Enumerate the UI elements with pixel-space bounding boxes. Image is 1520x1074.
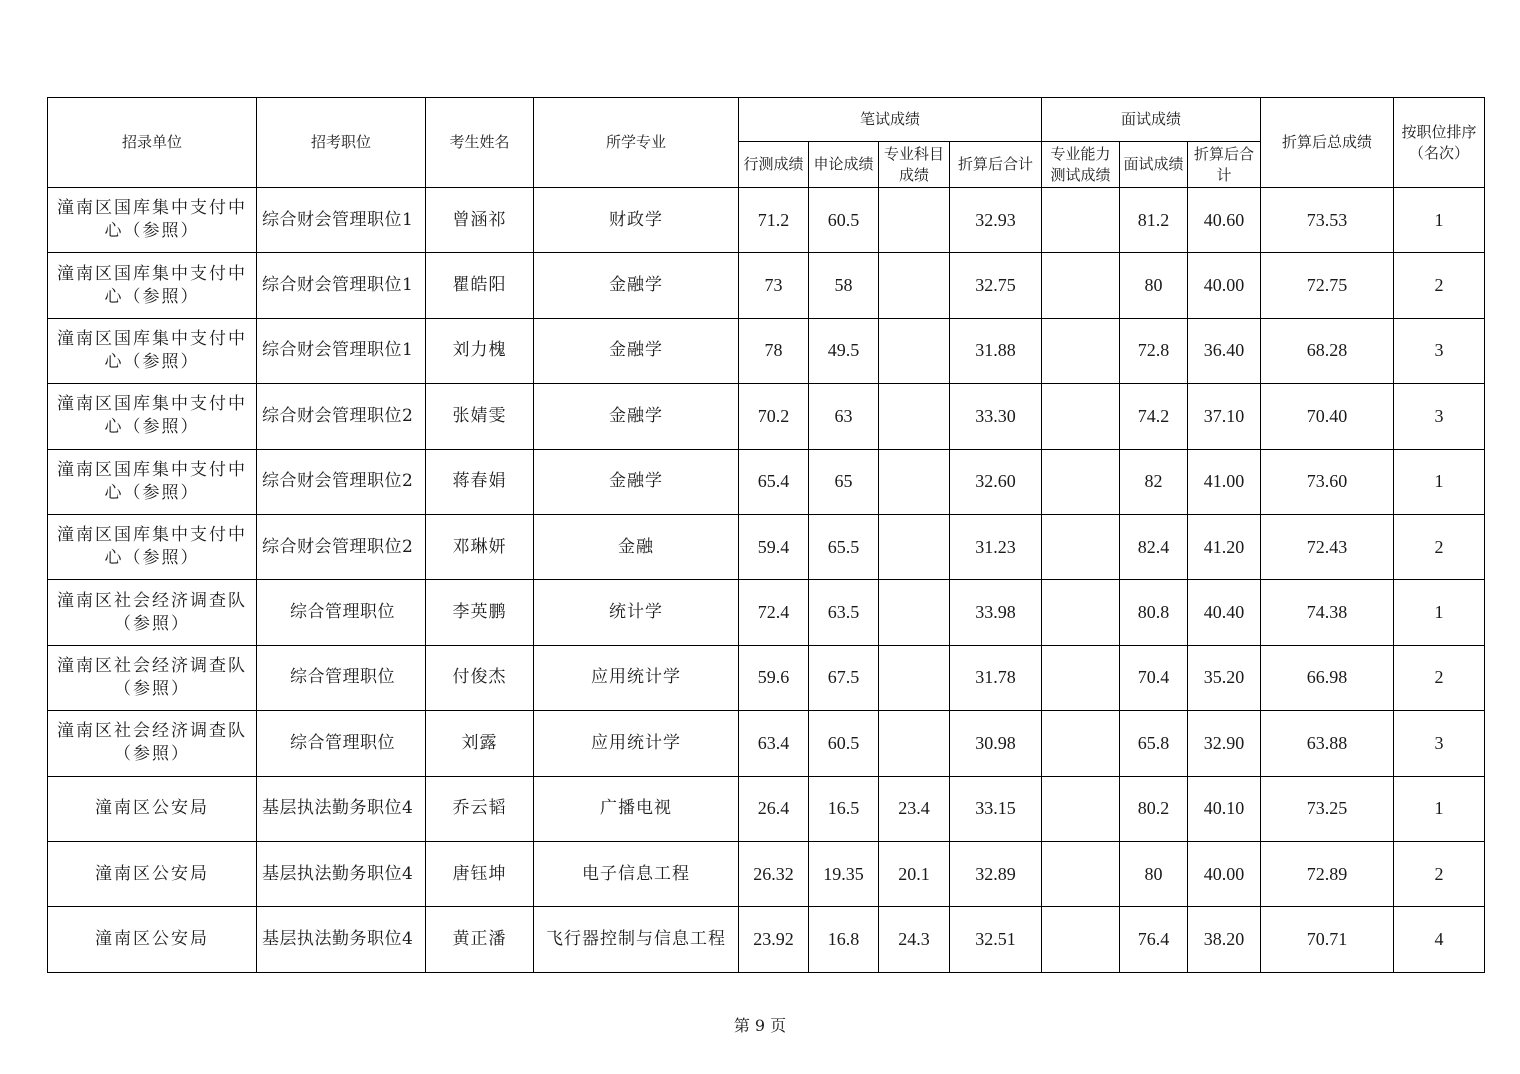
table-row [48,907,1485,972]
shenlun-cell: 65 [809,449,879,514]
table-row [48,711,1485,776]
name-cell: 张婧雯 [426,384,534,449]
major-cell: 统计学 [534,580,739,645]
header-written-group: 笔试成绩 [739,98,1042,142]
name-cell: 曾涵祁 [426,188,534,253]
interview-sum-cell: 32.90 [1188,711,1261,776]
total-cell: 73.53 [1261,188,1394,253]
ability-test-cell [1042,907,1120,972]
header-shenlun: 申论成绩 [809,142,879,188]
total-cell: 66.98 [1261,645,1394,710]
major-cell: 应用统计学 [534,711,739,776]
xingce-cell: 26.4 [739,776,809,841]
xingce-cell: 23.92 [739,907,809,972]
header-ability-test: 专业能力测试成绩 [1042,142,1120,188]
rank-cell: 3 [1394,318,1485,383]
interview-sum-cell: 40.00 [1188,841,1261,906]
position-cell: 综合财会管理职位2 [257,384,426,449]
major-cell: 金融学 [534,253,739,318]
interview-score-cell: 80.8 [1120,580,1188,645]
major-cell: 广播电视 [534,776,739,841]
unit-cell: 潼南区公安局 [48,841,257,906]
position-cell: 基层执法勤务职位4 [257,907,426,972]
shenlun-cell: 58 [809,253,879,318]
rank-cell: 2 [1394,514,1485,579]
written-sum-cell: 32.51 [950,907,1042,972]
interview-score-cell: 74.2 [1120,384,1188,449]
unit-cell: 潼南区国库集中支付中心（参照） [48,384,257,449]
name-cell: 付俊杰 [426,645,534,710]
xingce-cell: 63.4 [739,711,809,776]
score-table [47,97,1485,973]
position-cell: 综合财会管理职位2 [257,449,426,514]
xingce-cell: 65.4 [739,449,809,514]
header-position: 招考职位 [257,98,426,188]
interview-sum-cell: 40.00 [1188,253,1261,318]
ability-test-cell [1042,841,1120,906]
written-sum-cell: 30.98 [950,711,1042,776]
rank-cell: 1 [1394,449,1485,514]
shenlun-cell: 67.5 [809,645,879,710]
xingce-cell: 72.4 [739,580,809,645]
professional-cell [879,253,950,318]
rank-cell: 2 [1394,841,1485,906]
interview-score-cell: 80 [1120,841,1188,906]
table-row [48,580,1485,645]
header-written-sum: 折算后合计 [950,142,1042,188]
position-cell: 综合财会管理职位1 [257,318,426,383]
position-cell: 基层执法勤务职位4 [257,776,426,841]
interview-score-cell: 81.2 [1120,188,1188,253]
name-cell: 黄正潘 [426,907,534,972]
written-sum-cell: 33.30 [950,384,1042,449]
table-body [48,188,1485,973]
position-cell: 综合管理职位 [257,645,426,710]
professional-cell: 20.1 [879,841,950,906]
ability-test-cell [1042,580,1120,645]
professional-cell [879,711,950,776]
rank-cell: 4 [1394,907,1485,972]
name-cell: 邓琳妍 [426,514,534,579]
rank-cell: 1 [1394,580,1485,645]
shenlun-cell: 19.35 [809,841,879,906]
table-row [48,384,1485,449]
written-sum-cell: 32.89 [950,841,1042,906]
total-cell: 63.88 [1261,711,1394,776]
header-name: 考生姓名 [426,98,534,188]
table-row [48,449,1485,514]
total-cell: 70.40 [1261,384,1394,449]
name-cell: 刘露 [426,711,534,776]
table-row [48,318,1485,383]
interview-sum-cell: 41.20 [1188,514,1261,579]
position-cell: 综合财会管理职位1 [257,253,426,318]
page-number: 第 9 页 [733,1016,787,1035]
rank-cell: 2 [1394,253,1485,318]
xingce-cell: 59.4 [739,514,809,579]
unit-cell: 潼南区公安局 [48,907,257,972]
ability-test-cell [1042,514,1120,579]
interview-sum-cell: 40.40 [1188,580,1261,645]
unit-cell: 潼南区社会经济调查队（参照） [48,711,257,776]
written-sum-cell: 32.75 [950,253,1042,318]
ability-test-cell [1042,776,1120,841]
written-sum-cell: 32.60 [950,449,1042,514]
name-cell: 李英鹏 [426,580,534,645]
shenlun-cell: 60.5 [809,188,879,253]
header-professional: 专业科目成绩 [879,142,950,188]
rank-cell: 2 [1394,645,1485,710]
header-unit: 招录单位 [48,98,257,188]
total-cell: 74.38 [1261,580,1394,645]
interview-sum-cell: 40.10 [1188,776,1261,841]
professional-cell [879,449,950,514]
interview-sum-cell: 41.00 [1188,449,1261,514]
rank-cell: 1 [1394,188,1485,253]
name-cell: 唐钰坤 [426,841,534,906]
ability-test-cell [1042,384,1120,449]
interview-score-cell: 80 [1120,253,1188,318]
rank-cell: 3 [1394,384,1485,449]
interview-sum-cell: 38.20 [1188,907,1261,972]
unit-cell: 潼南区国库集中支付中心（参照） [48,253,257,318]
table-row [48,253,1485,318]
major-cell: 金融学 [534,449,739,514]
written-sum-cell: 31.88 [950,318,1042,383]
xingce-cell: 71.2 [739,188,809,253]
header-interview-group: 面试成绩 [1042,98,1261,142]
interview-score-cell: 80.2 [1120,776,1188,841]
header-major: 所学专业 [534,98,739,188]
ability-test-cell [1042,645,1120,710]
name-cell: 刘力槐 [426,318,534,383]
ability-test-cell [1042,711,1120,776]
shenlun-cell: 16.8 [809,907,879,972]
position-cell: 综合管理职位 [257,711,426,776]
major-cell: 金融学 [534,384,739,449]
professional-cell [879,188,950,253]
written-sum-cell: 32.93 [950,188,1042,253]
interview-sum-cell: 37.10 [1188,384,1261,449]
professional-cell [879,384,950,449]
professional-cell: 24.3 [879,907,950,972]
position-cell: 综合财会管理职位1 [257,188,426,253]
major-cell: 应用统计学 [534,645,739,710]
interview-score-cell: 76.4 [1120,907,1188,972]
shenlun-cell: 65.5 [809,514,879,579]
major-cell: 财政学 [534,188,739,253]
major-cell: 电子信息工程 [534,841,739,906]
ability-test-cell [1042,253,1120,318]
ability-test-cell [1042,318,1120,383]
unit-cell: 潼南区公安局 [48,776,257,841]
total-cell: 72.89 [1261,841,1394,906]
unit-cell: 潼南区国库集中支付中心（参照） [48,449,257,514]
header-interview-score: 面试成绩 [1120,142,1188,188]
shenlun-cell: 60.5 [809,711,879,776]
shenlun-cell: 63 [809,384,879,449]
interview-score-cell: 65.8 [1120,711,1188,776]
header-interview-sum: 折算后合计 [1188,142,1261,188]
position-cell: 综合财会管理职位2 [257,514,426,579]
total-cell: 70.71 [1261,907,1394,972]
total-cell: 73.60 [1261,449,1394,514]
professional-cell [879,580,950,645]
xingce-cell: 70.2 [739,384,809,449]
interview-score-cell: 82 [1120,449,1188,514]
written-sum-cell: 33.15 [950,776,1042,841]
table-row [48,514,1485,579]
professional-cell [879,514,950,579]
major-cell: 金融 [534,514,739,579]
xingce-cell: 26.32 [739,841,809,906]
header-total: 折算后总成绩 [1261,98,1394,188]
unit-cell: 潼南区国库集中支付中心（参照） [48,318,257,383]
major-cell: 飞行器控制与信息工程 [534,907,739,972]
shenlun-cell: 63.5 [809,580,879,645]
rank-cell: 3 [1394,711,1485,776]
total-cell: 72.75 [1261,253,1394,318]
xingce-cell: 59.6 [739,645,809,710]
total-cell: 73.25 [1261,776,1394,841]
name-cell: 乔云韬 [426,776,534,841]
rank-cell: 1 [1394,776,1485,841]
professional-cell [879,645,950,710]
xingce-cell: 78 [739,318,809,383]
header-row-top [48,98,1485,142]
position-cell: 基层执法勤务职位4 [257,841,426,906]
major-cell: 金融学 [534,318,739,383]
shenlun-cell: 49.5 [809,318,879,383]
table-row [48,776,1485,841]
unit-cell: 潼南区社会经济调查队（参照） [48,580,257,645]
unit-cell: 潼南区国库集中支付中心（参照） [48,514,257,579]
ability-test-cell [1042,188,1120,253]
professional-cell [879,318,950,383]
written-sum-cell: 31.23 [950,514,1042,579]
written-sum-cell: 33.98 [950,580,1042,645]
table-row [48,841,1485,906]
interview-score-cell: 70.4 [1120,645,1188,710]
unit-cell: 潼南区社会经济调查队（参照） [48,645,257,710]
position-cell: 综合管理职位 [257,580,426,645]
header-rank: 按职位排序（名次） [1394,98,1485,188]
name-cell: 瞿皓阳 [426,253,534,318]
unit-cell: 潼南区国库集中支付中心（参照） [48,188,257,253]
total-cell: 68.28 [1261,318,1394,383]
ability-test-cell [1042,449,1120,514]
interview-sum-cell: 36.40 [1188,318,1261,383]
table-row [48,188,1485,253]
written-sum-cell: 31.78 [950,645,1042,710]
table-row [48,645,1485,710]
header-xingce: 行测成绩 [739,142,809,188]
interview-sum-cell: 35.20 [1188,645,1261,710]
professional-cell: 23.4 [879,776,950,841]
interview-score-cell: 82.4 [1120,514,1188,579]
shenlun-cell: 16.5 [809,776,879,841]
xingce-cell: 73 [739,253,809,318]
total-cell: 72.43 [1261,514,1394,579]
name-cell: 蒋春娟 [426,449,534,514]
interview-score-cell: 72.8 [1120,318,1188,383]
interview-sum-cell: 40.60 [1188,188,1261,253]
